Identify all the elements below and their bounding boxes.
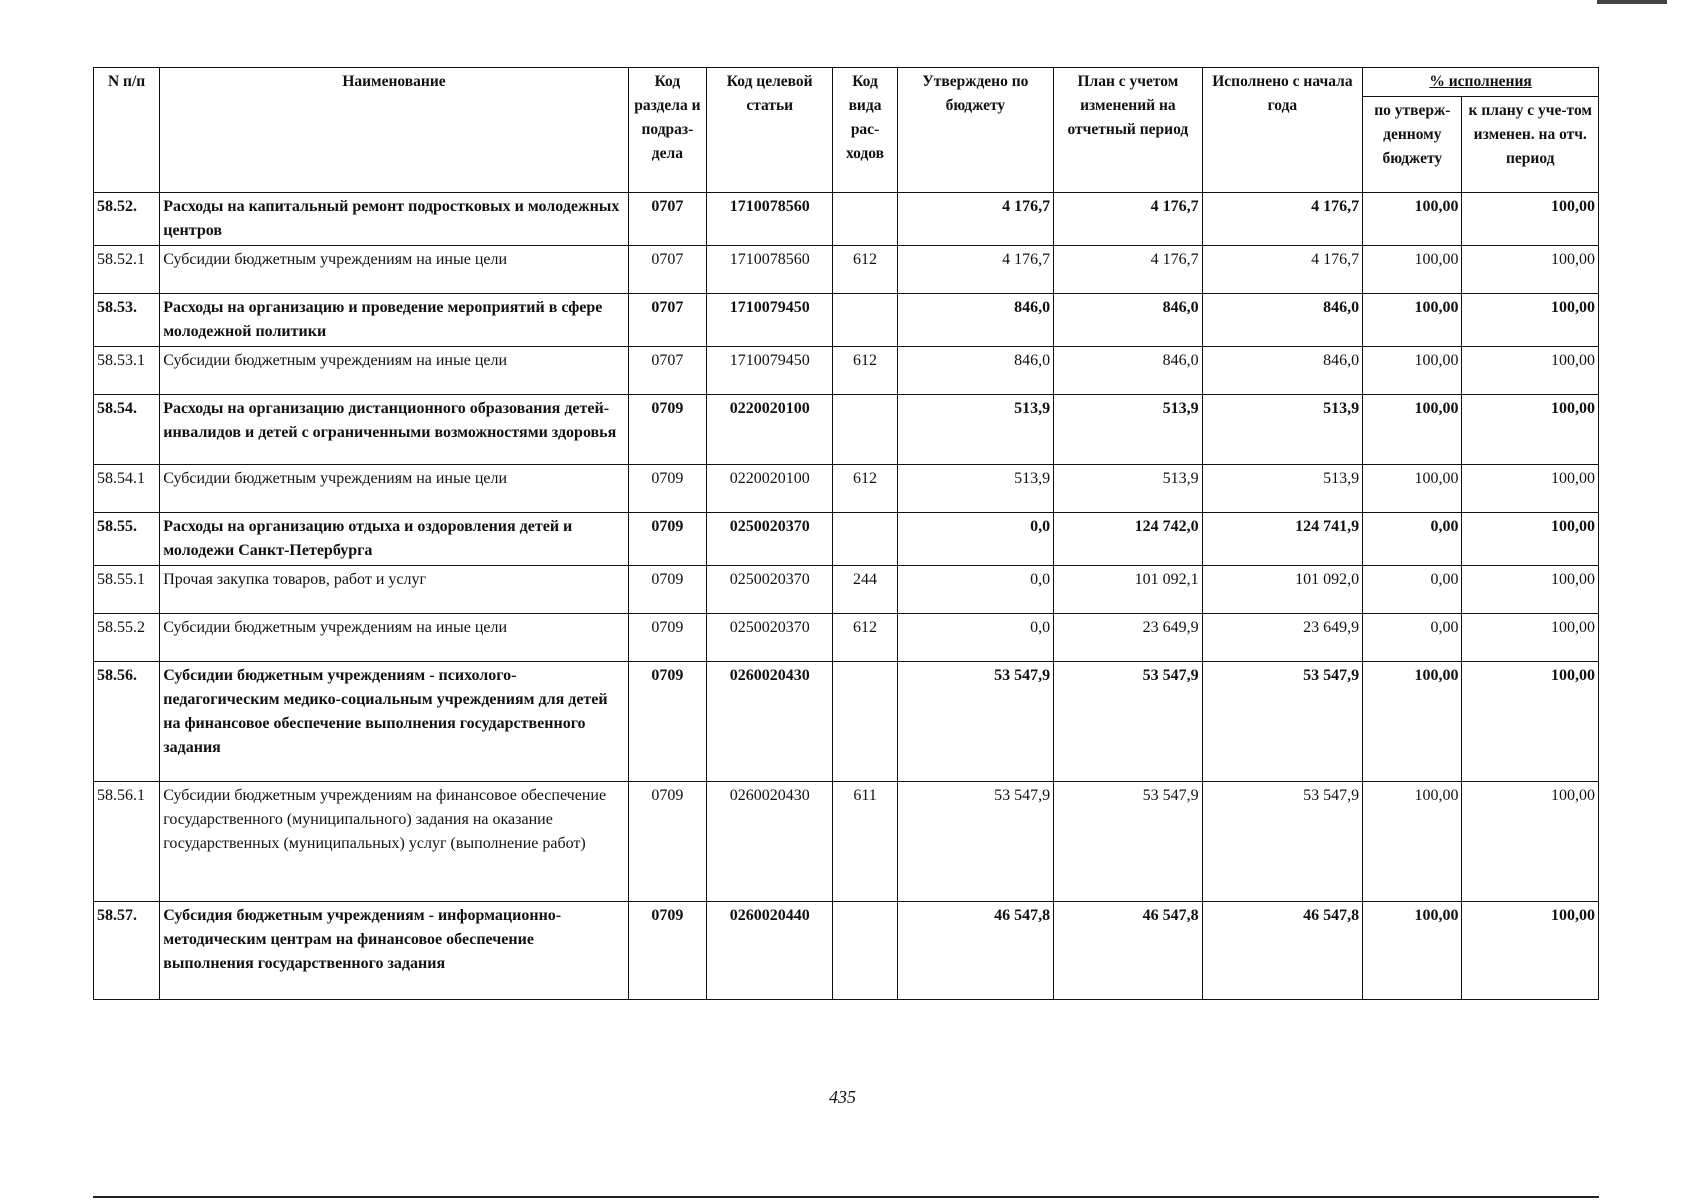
row-name: Расходы на организацию отдыха и оздоровления детей и молодежи Санкт-Петербурга (160, 513, 629, 566)
executed-value: 53 547,9 (1202, 662, 1363, 782)
row-name: Субсидии бюджетным учреждениям на финансовое обеспечение государственного (муниципального) задания на оказание государственных (муниципальных) услуг (выполнение работ) (160, 782, 629, 902)
pct-plan-value: 100,00 (1462, 395, 1599, 465)
plan-value: 101 092,1 (1054, 566, 1202, 614)
pct-plan-value: 100,00 (1462, 347, 1599, 395)
target-code: 0260020440 (707, 902, 833, 1000)
pct-plan-value: 100,00 (1462, 465, 1599, 513)
pct-plan-value: 100,00 (1462, 294, 1599, 347)
executed-value: 846,0 (1202, 294, 1363, 347)
section-code: 0707 (628, 193, 706, 246)
target-code: 0220020100 (707, 395, 833, 465)
expense-type-code: 612 (833, 347, 897, 395)
pct-budget-value: 0,00 (1363, 614, 1462, 662)
target-code: 0260020430 (707, 662, 833, 782)
section-code: 0707 (628, 347, 706, 395)
pct-budget-value: 0,00 (1363, 513, 1462, 566)
header-executed: Исполнено с начала года (1202, 68, 1363, 193)
plan-value: 846,0 (1054, 347, 1202, 395)
expense-type-code: 612 (833, 246, 897, 294)
plan-value: 23 649,9 (1054, 614, 1202, 662)
header-expense-type-code: Код вида рас-ходов (833, 68, 897, 193)
header-plan: План с учетом изменений на отчетный период (1054, 68, 1202, 193)
approved-value: 513,9 (897, 465, 1054, 513)
approved-value: 53 547,9 (897, 782, 1054, 902)
target-code: 1710078560 (707, 246, 833, 294)
budget-table-container (93, 67, 1599, 1000)
approved-value: 846,0 (897, 347, 1054, 395)
executed-value: 4 176,7 (1202, 246, 1363, 294)
section-code: 0709 (628, 614, 706, 662)
target-code: 0250020370 (707, 614, 833, 662)
row-number: 58.55.2 (94, 614, 160, 662)
target-code: 1710078560 (707, 193, 833, 246)
pct-budget-value: 100,00 (1363, 902, 1462, 1000)
row-number: 58.53.1 (94, 347, 160, 395)
section-code: 0709 (628, 465, 706, 513)
plan-value: 53 547,9 (1054, 662, 1202, 782)
table-row (94, 614, 1599, 662)
executed-value: 53 547,9 (1202, 782, 1363, 902)
executed-value: 23 649,9 (1202, 614, 1363, 662)
row-name: Субсидии бюджетным учреждениям - психолого-педагогическим медико-социальным учреждениям для детей на финансовое обеспечение выполнения государственного задания (160, 662, 629, 782)
header-pct-plan: к плану с уче-том изменен. на отч. период (1462, 97, 1599, 193)
section-code: 0709 (628, 395, 706, 465)
table-row (94, 246, 1599, 294)
table-row (94, 347, 1599, 395)
row-number: 58.52. (94, 193, 160, 246)
plan-value: 4 176,7 (1054, 246, 1202, 294)
pct-budget-value: 100,00 (1363, 395, 1462, 465)
expense-type-code (833, 395, 897, 465)
pct-plan-value: 100,00 (1462, 566, 1599, 614)
pct-budget-value: 100,00 (1363, 465, 1462, 513)
row-number: 58.54.1 (94, 465, 160, 513)
row-name: Прочая закупка товаров, работ и услуг (160, 566, 629, 614)
page-number: 435 (829, 1087, 856, 1107)
pct-plan-value: 100,00 (1462, 193, 1599, 246)
target-code: 0250020370 (707, 513, 833, 566)
expense-type-code (833, 902, 897, 1000)
table-row (94, 566, 1599, 614)
approved-value: 0,0 (897, 614, 1054, 662)
approved-value: 53 547,9 (897, 662, 1054, 782)
executed-value: 513,9 (1202, 465, 1363, 513)
header-pct-budget: по утверж-денному бюджету (1363, 97, 1462, 193)
table-row (94, 662, 1599, 782)
pct-plan-value: 100,00 (1462, 662, 1599, 782)
row-number: 58.56. (94, 662, 160, 782)
header-approved: Утверждено по бюджету (897, 68, 1054, 193)
row-name: Субсидии бюджетным учреждениям на иные цели (160, 465, 629, 513)
header-pct-group: % исполнения (1363, 68, 1599, 97)
pct-budget-value: 100,00 (1363, 662, 1462, 782)
approved-value: 46 547,8 (897, 902, 1054, 1000)
top-edge-mark (1597, 0, 1667, 4)
expense-type-code (833, 193, 897, 246)
approved-value: 0,0 (897, 566, 1054, 614)
plan-value: 124 742,0 (1054, 513, 1202, 566)
target-code: 0220020100 (707, 465, 833, 513)
table-row (94, 902, 1599, 1000)
row-name: Расходы на организацию дистанционного образования детей-инвалидов и детей с ограниченными возможностями здоровья (160, 395, 629, 465)
table-row (94, 294, 1599, 347)
approved-value: 4 176,7 (897, 246, 1054, 294)
expense-type-code: 611 (833, 782, 897, 902)
header-section-code: Код раздела и подраз-дела (628, 68, 706, 193)
pct-budget-value: 100,00 (1363, 246, 1462, 294)
table-row (94, 193, 1599, 246)
plan-value: 53 547,9 (1054, 782, 1202, 902)
pct-budget-value: 100,00 (1363, 294, 1462, 347)
pct-plan-value: 100,00 (1462, 614, 1599, 662)
section-code: 0709 (628, 566, 706, 614)
plan-value: 4 176,7 (1054, 193, 1202, 246)
target-code: 1710079450 (707, 294, 833, 347)
expense-type-code: 244 (833, 566, 897, 614)
target-code: 1710079450 (707, 347, 833, 395)
plan-value: 513,9 (1054, 465, 1202, 513)
header-name: Наименование (160, 68, 629, 193)
row-name: Субсидии бюджетным учреждениям на иные цели (160, 347, 629, 395)
row-number: 58.53. (94, 294, 160, 347)
header-target-code: Код целевой статьи (707, 68, 833, 193)
pct-budget-value: 100,00 (1363, 347, 1462, 395)
expense-type-code: 612 (833, 614, 897, 662)
executed-value: 124 741,9 (1202, 513, 1363, 566)
approved-value: 4 176,7 (897, 193, 1054, 246)
row-name: Субсидии бюджетным учреждениям на иные цели (160, 246, 629, 294)
pct-plan-value: 100,00 (1462, 902, 1599, 1000)
section-code: 0709 (628, 782, 706, 902)
executed-value: 513,9 (1202, 395, 1363, 465)
approved-value: 846,0 (897, 294, 1054, 347)
pct-plan-value: 100,00 (1462, 246, 1599, 294)
row-number: 58.54. (94, 395, 160, 465)
table-row (94, 782, 1599, 902)
section-code: 0709 (628, 902, 706, 1000)
table-body (94, 193, 1599, 1000)
target-code: 0250020370 (707, 566, 833, 614)
row-number: 58.55. (94, 513, 160, 566)
row-number: 58.56.1 (94, 782, 160, 902)
target-code: 0260020430 (707, 782, 833, 902)
expense-type-code (833, 513, 897, 566)
expense-type-code (833, 662, 897, 782)
pct-budget-value: 100,00 (1363, 193, 1462, 246)
budget-execution-table (93, 67, 1599, 1000)
row-number: 58.57. (94, 902, 160, 1000)
row-name: Субсидии бюджетным учреждениям на иные цели (160, 614, 629, 662)
table-row (94, 513, 1599, 566)
plan-value: 846,0 (1054, 294, 1202, 347)
row-name: Расходы на капитальный ремонт подростковых и молодежных центров (160, 193, 629, 246)
executed-value: 846,0 (1202, 347, 1363, 395)
pct-plan-value: 100,00 (1462, 782, 1599, 902)
pct-budget-value: 0,00 (1363, 566, 1462, 614)
section-code: 0709 (628, 662, 706, 782)
executed-value: 4 176,7 (1202, 193, 1363, 246)
approved-value: 0,0 (897, 513, 1054, 566)
plan-value: 46 547,8 (1054, 902, 1202, 1000)
executed-value: 101 092,0 (1202, 566, 1363, 614)
expense-type-code (833, 294, 897, 347)
executed-value: 46 547,8 (1202, 902, 1363, 1000)
table-row (94, 395, 1599, 465)
pct-plan-value: 100,00 (1462, 513, 1599, 566)
row-number: 58.55.1 (94, 566, 160, 614)
plan-value: 513,9 (1054, 395, 1202, 465)
table-row (94, 465, 1599, 513)
pct-budget-value: 100,00 (1363, 782, 1462, 902)
row-number: 58.52.1 (94, 246, 160, 294)
section-code: 0707 (628, 246, 706, 294)
bottom-rule (93, 1196, 1599, 1198)
section-code: 0709 (628, 513, 706, 566)
row-name: Расходы на организацию и проведение мероприятий в сфере молодежной политики (160, 294, 629, 347)
header-num: N п/п (94, 68, 160, 193)
row-name: Субсидия бюджетным учреждениям - информационно-методическим центрам на финансовое обеспечение выполнения государственного задания (160, 902, 629, 1000)
expense-type-code: 612 (833, 465, 897, 513)
approved-value: 513,9 (897, 395, 1054, 465)
section-code: 0707 (628, 294, 706, 347)
